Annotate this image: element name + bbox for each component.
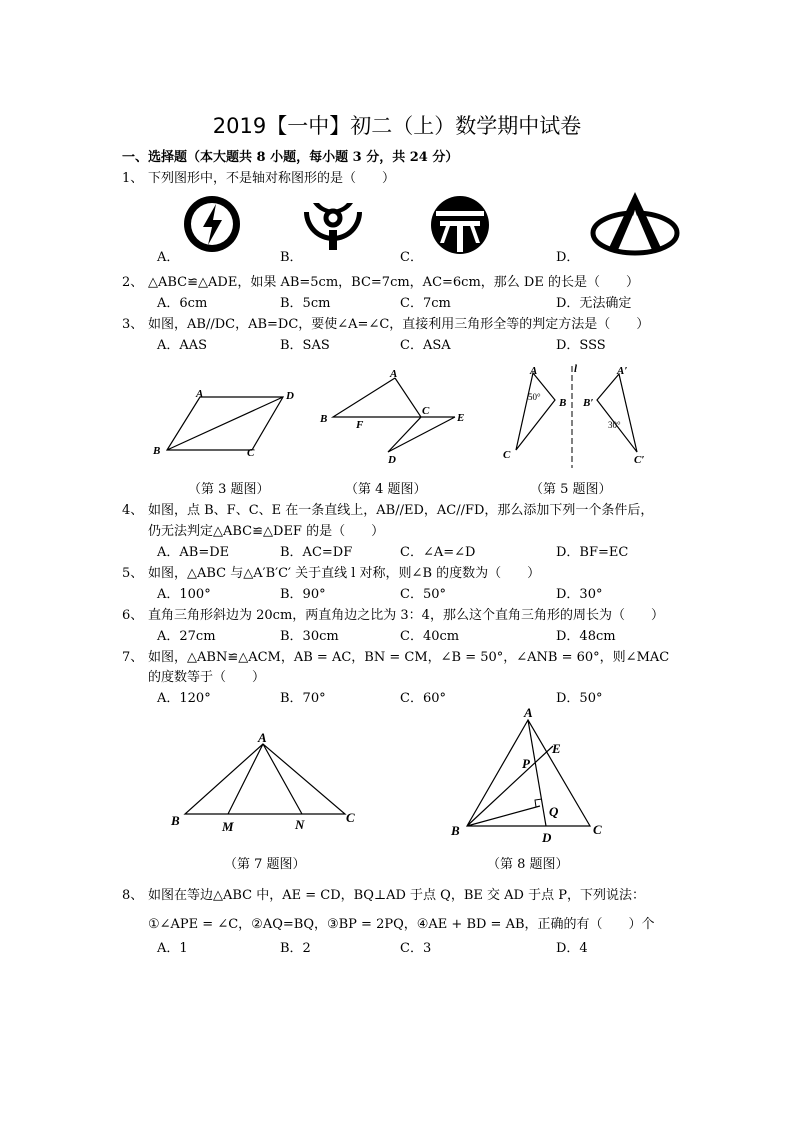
fig4-label-a: A <box>390 368 398 380</box>
q4-option-b[interactable]: B．AC=DF <box>280 545 353 560</box>
q1-option-a[interactable]: A． <box>157 250 180 265</box>
figure-3 <box>145 380 305 465</box>
section-heading: 一、选择题（本大题共 8 小题，每小题 3 分，共 24 分） <box>122 150 459 165</box>
q6-option-c[interactable]: C．40cm <box>400 629 460 644</box>
fig7-caption: （第 7 题图） <box>224 857 306 872</box>
q8-text-line2: ①∠APE = ∠C，②AQ=BQ，③BP = 2PQ，④AE + BD = AB，正确的有（ ）个 <box>148 917 655 932</box>
q6-text: 直角三角形斜边为 20cm，两直角边之比为 3：4，那么这个直角三角形的周长为（ ） <box>148 608 664 623</box>
q7-text-line2: 的度数等于（ ） <box>148 670 266 685</box>
q4-text-line1: 如图，点 B、F、C、E 在一条直线上，AB//ED，AC//FD，那么添加下列一个条件后， <box>148 503 654 518</box>
fig4-caption: （第 4 题图） <box>345 482 427 497</box>
fig5-label-a: A <box>530 365 538 377</box>
q4-number: 4、 <box>122 503 144 518</box>
fig5-label-c: C <box>503 449 511 461</box>
q2-text: △ABC≌△ADE，如果 AB=5cm，BC=7cm，AC=6cm，那么 DE 的长是（ ） <box>148 275 639 290</box>
fig5-label-a-prime: A′ <box>617 365 628 377</box>
fig5-caption: （第 5 题图） <box>530 482 612 497</box>
q8-option-d[interactable]: D．4 <box>556 941 588 956</box>
fig8-label-q: Q <box>549 804 559 819</box>
q3-text: 如图，AB//DC，AB=DC，要使∠A=∠C，直接利用三角形全等的判定方法是（ ） <box>148 317 650 332</box>
q2-option-d[interactable]: D．无法确定 <box>556 296 632 311</box>
q5-option-c[interactable]: C．50° <box>400 587 446 602</box>
q7-option-a[interactable]: A．120° <box>157 691 211 706</box>
fig3-caption: （第 3 题图） <box>188 482 270 497</box>
q1-option-d[interactable]: D． <box>556 250 580 265</box>
figure-5 <box>495 360 665 470</box>
fig8-label-c: C <box>593 822 602 837</box>
fig4-label-c: C <box>422 405 430 417</box>
fig3-label-b: B <box>153 445 161 457</box>
fig5-label-c-prime: C′ <box>634 454 645 466</box>
q4-option-a[interactable]: A．AB=DE <box>157 545 230 560</box>
fig8-label-d: D <box>542 830 552 845</box>
fig3-label-a: A <box>196 388 204 400</box>
figure-7 <box>165 728 365 838</box>
fig5-label-b-prime: B′ <box>583 397 594 409</box>
fig3-label-d: D <box>286 390 294 402</box>
fig4-label-b: B <box>320 413 328 425</box>
q7-option-d[interactable]: D．50° <box>556 691 603 706</box>
fig7-label-n: N <box>295 817 305 832</box>
fig7-label-m: M <box>222 819 234 834</box>
fig4-label-d: D <box>388 454 396 466</box>
fig7-label-b: B <box>171 813 180 828</box>
q6-option-a[interactable]: A．27cm <box>157 629 216 644</box>
q4-option-d[interactable]: D．BF=EC <box>556 545 629 560</box>
q7-text-line1: 如图，△ABN≌△ACM，AB = AC，BN = CM，∠B = 50°，∠ANB = 60°，则∠MAC <box>148 650 670 665</box>
q8-text-line1: 如图在等边△ABC 中，AE = CD，BQ⊥AD 于点 Q，BE 交 AD 于点 P，下列说法： <box>148 888 645 903</box>
q1-number: 1、 <box>122 171 144 186</box>
page-title: 2019【一中】初二（上）数学期中试卷 <box>212 114 582 138</box>
q7-option-b[interactable]: B．70° <box>280 691 326 706</box>
fig5-angle-50: 50° <box>528 392 541 402</box>
q8-option-c[interactable]: C．3 <box>400 941 432 956</box>
q6-option-b[interactable]: B．30cm <box>280 629 339 644</box>
q3-number: 3、 <box>122 317 144 332</box>
q3-option-a[interactable]: A．AAS <box>157 338 208 353</box>
fig5-label-l: l <box>574 363 578 375</box>
q3-option-d[interactable]: D．SSS <box>556 338 606 353</box>
fig8-caption: （第 8 题图） <box>487 857 569 872</box>
q1-option-c[interactable]: C． <box>400 250 423 265</box>
fig7-label-c: C <box>346 810 355 825</box>
q1-text: 下列图形中，不是轴对称图形的是（ ） <box>148 171 396 186</box>
fig3-label-c: C <box>247 447 255 459</box>
q2-option-a[interactable]: A．6cm <box>157 296 208 311</box>
figure-8 <box>440 700 620 845</box>
fig7-label-a: A <box>258 730 267 745</box>
q4-text-line2: 仍无法判定△ABC≌△DEF 的是（ ） <box>148 524 385 539</box>
lightning-circle-logo-icon <box>180 192 244 256</box>
black-disk-logo-icon <box>428 193 492 257</box>
q6-number: 6、 <box>122 608 144 623</box>
q2-option-c[interactable]: C．7cm <box>400 296 451 311</box>
q3-option-b[interactable]: B．SAS <box>280 338 330 353</box>
q5-option-a[interactable]: A．100° <box>157 587 211 602</box>
q5-number: 5、 <box>122 566 144 581</box>
q3-option-c[interactable]: C．ASA <box>400 338 451 353</box>
q1-option-b[interactable]: B． <box>280 250 303 265</box>
q5-option-d[interactable]: D．30° <box>556 587 603 602</box>
q8-option-a[interactable]: A．1 <box>157 941 188 956</box>
fig8-label-b: B <box>451 823 460 838</box>
fig8-label-p: P <box>522 756 530 771</box>
fig8-label-e: E <box>552 741 561 756</box>
q8-option-b[interactable]: B．2 <box>280 941 311 956</box>
fig4-label-e: E <box>457 412 465 424</box>
q4-option-c[interactable]: C．∠A=∠D <box>400 545 476 560</box>
q6-option-d[interactable]: D．48cm <box>556 629 616 644</box>
fig8-label-a: A <box>524 705 533 720</box>
fig5-label-b: B <box>559 397 567 409</box>
q7-option-c[interactable]: C．60° <box>400 691 446 706</box>
q7-number: 7、 <box>122 650 144 665</box>
q5-text: 如图，△ABC 与△A′B′C′ 关于直线 l 对称，则∠B 的度数为（ ） <box>148 566 541 581</box>
q5-option-b[interactable]: B．90° <box>280 587 326 602</box>
bowl-arc-logo-icon <box>302 190 364 254</box>
fig4-label-f: F <box>356 419 364 431</box>
q2-option-b[interactable]: B．5cm <box>280 296 331 311</box>
q8-number: 8、 <box>122 888 144 903</box>
figure-4 <box>315 365 475 470</box>
q2-number: 2、 <box>122 275 144 290</box>
triangle-oval-logo-icon <box>590 190 680 258</box>
fig5-angle-30: 30° <box>608 420 621 430</box>
